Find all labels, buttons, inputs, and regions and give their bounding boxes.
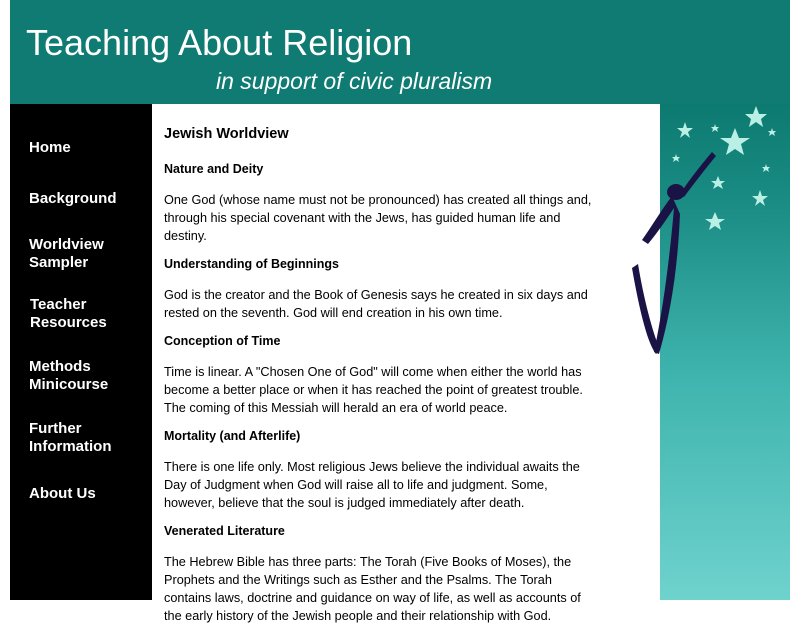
star-icon — [677, 122, 693, 138]
page-edge — [790, 0, 800, 600]
star-icon — [745, 106, 767, 127]
star-icon — [711, 176, 725, 189]
site-tagline: in support of civic pluralism — [216, 68, 493, 94]
figure-reaching-for-stars-icon — [660, 104, 790, 600]
nav-link-further-information[interactable]: Further Information — [29, 420, 112, 455]
site-header — [10, 0, 790, 104]
star-icon — [672, 154, 680, 162]
figure-head — [667, 184, 685, 200]
sidebar-nav — [10, 104, 152, 600]
section-heading-literature: Venerated Literature — [164, 524, 285, 538]
nav-link-worldview-sampler[interactable]: Worldview Sampler — [29, 236, 104, 271]
article — [152, 104, 594, 625]
section-heading-mortality: Mortality (and Afterlife) — [164, 429, 301, 443]
star-icon — [768, 128, 776, 136]
section-heading-beginnings: Understanding of Beginnings — [164, 257, 339, 271]
section-text-mortality: There is one life only. Most religious Jews believe the individual awaits the Day of Judgment when God will raise all to life and judgment. Some, however, believe that the soul is judged immediately after death. — [164, 460, 580, 510]
site-title: Teaching About Religion — [26, 22, 413, 63]
stars-group — [672, 106, 776, 230]
figure-arm — [680, 152, 716, 197]
nav-link-about-us[interactable]: About Us — [29, 485, 96, 502]
nav-link-background[interactable]: Background — [29, 190, 117, 207]
star-icon — [752, 190, 768, 206]
star-icon — [720, 128, 750, 155]
star-icon — [705, 212, 725, 230]
nav-link-home[interactable]: Home — [29, 139, 71, 156]
section-heading-nature-and-deity: Nature and Deity — [164, 162, 264, 176]
section-heading-time: Conception of Time — [164, 334, 281, 348]
page-title: Jewish Worldview — [164, 126, 289, 142]
section-text-time: Time is linear. A "Chosen One of God" will come when either the world has become a better place or when it has reached the point of greatest trouble. The coming of this Messiah will herald an era of world peace. — [164, 365, 583, 415]
section-text-nature-and-deity: One God (whose name must not be pronounced) has created all things and, through his special covenant with the Jews, has guided human life and destiny. — [164, 193, 592, 243]
main-content — [152, 104, 660, 623]
star-icon — [762, 164, 770, 172]
nav-link-teacher-resources[interactable]: Teacher Resources — [30, 296, 107, 331]
section-text-literature: The Hebrew Bible has three parts: The Torah (Five Books of Moses), the Prophets and the Writings such as Esther and the Psalms. The Torah contains laws, doctrine and guidance on way of life, as well as accounts of the early history of the Jewish people and their relationship with God. — [164, 555, 581, 623]
decorative-side-panel — [660, 104, 790, 600]
nav-link-methods-minicourse[interactable]: Methods Minicourse — [29, 358, 109, 393]
section-text-beginnings: God is the creator and the Book of Genesis says he created in six days and rested on the seventh. God will end creation in his own time. — [164, 288, 588, 320]
star-icon — [711, 124, 719, 132]
